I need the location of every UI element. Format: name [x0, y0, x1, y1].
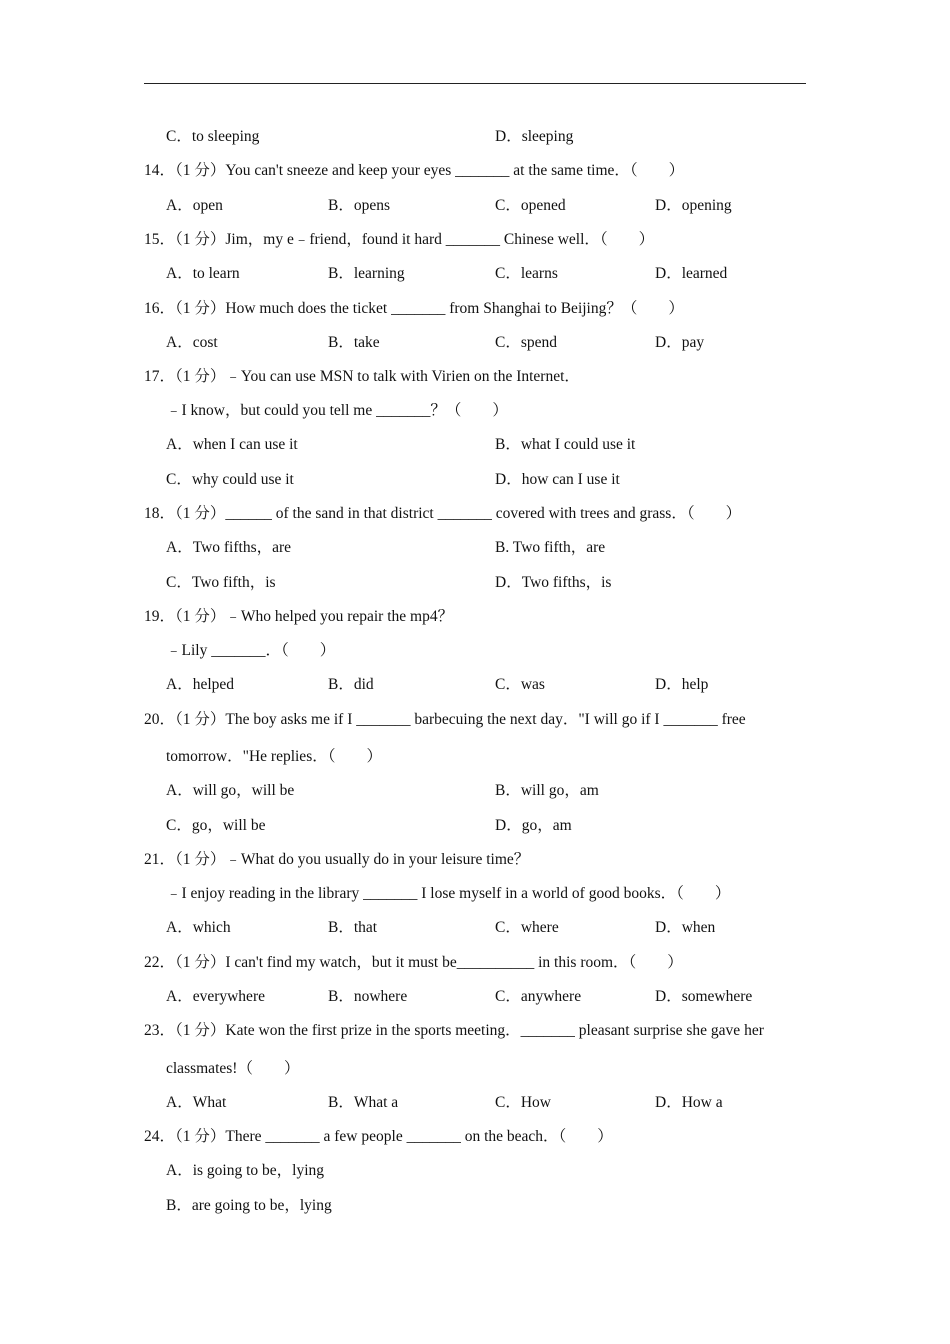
answer-option: B．that: [328, 919, 378, 936]
answer-option: C．why could use it: [166, 471, 294, 488]
question-line: 16．（1 分）How much does the ticket _______ from Shanghai to Beijing？（ ）: [144, 300, 684, 317]
answer-option: B．did: [328, 676, 374, 693]
answer-option: A．cost: [166, 334, 218, 351]
answer-option: D．learned: [655, 265, 728, 282]
answer-option: C．to sleeping: [166, 128, 260, 145]
question-line: ﹣Lily _______．（ ）: [166, 642, 336, 659]
question-line: 22．（1 分）I can't find my watch，but it must be__________ in this room．（ ）: [144, 954, 683, 971]
question-line: ﹣I know，but could you tell me _______？（ ）: [166, 402, 508, 419]
answer-option: C．How: [495, 1094, 551, 1111]
question-line: ﹣I enjoy reading in the library _______ I lose myself in a world of good books．（ ）: [166, 885, 731, 902]
answer-option: D．somewhere: [655, 988, 753, 1005]
answer-option: B．What a: [328, 1094, 399, 1111]
answer-option: A．to learn: [166, 265, 240, 282]
answer-option: A．when I can use it: [166, 436, 298, 453]
answer-option: C．go，will be: [166, 817, 266, 834]
answer-option: C．anywhere: [495, 988, 582, 1005]
answer-option: A．will go，will be: [166, 782, 295, 799]
answer-option: B．nowhere: [328, 988, 408, 1005]
answer-option: D．How a: [655, 1094, 723, 1111]
answer-option: C．was: [495, 676, 545, 693]
answer-option: A．Two fifths，are: [166, 539, 292, 556]
question-line: 18．（1 分）______ of the sand in that district _______ covered with trees and grass．（ ）: [144, 505, 742, 522]
question-line: 20．（1 分）The boy asks me if I _______ barbecuing the next day．"I will go if I _______ free: [144, 711, 746, 728]
answer-option: D．how can I use it: [495, 471, 620, 488]
question-line: 17．（1 分）﹣You can use MSN to talk with Virien on the Internet．: [144, 368, 580, 385]
answer-option: B．take: [328, 334, 380, 351]
answer-option: C．spend: [495, 334, 558, 351]
question-line: tomorrow．"He replies．（ ）: [166, 748, 382, 765]
question-line: 19．（1 分）﹣Who helped you repair the mp4？: [144, 608, 454, 625]
answer-option: B．learning: [328, 265, 405, 282]
answer-option: D．Two fifths，is: [495, 574, 612, 591]
question-line: 21．（1 分）﹣What do you usually do in your leisure time？: [144, 851, 530, 868]
answer-option: D．pay: [655, 334, 705, 351]
answer-option: A．is going to be，lying: [166, 1162, 325, 1179]
answer-option: A．everywhere: [166, 988, 265, 1005]
answer-option: A．helped: [166, 676, 235, 693]
answer-option: D．sleeping: [495, 128, 574, 145]
answer-option: B．will go，am: [495, 782, 599, 799]
answer-option: C．learns: [495, 265, 558, 282]
answer-option: A．which: [166, 919, 231, 936]
answer-option: D．when: [655, 919, 716, 936]
answer-option: A．open: [166, 197, 223, 214]
question-line: 15．（1 分）Jim，my e﹣friend，found it hard _______ Chinese well．（ ）: [144, 231, 655, 248]
answer-option: C．Two fifth，is: [166, 574, 276, 591]
answer-option: D．help: [655, 676, 709, 693]
answer-option: D．go，am: [495, 817, 572, 834]
answer-option: C．where: [495, 919, 559, 936]
answer-option: B．what I could use it: [495, 436, 636, 453]
question-line: 14．（1 分）You can't sneeze and keep your eyes _______ at the same time．（ ）: [144, 162, 685, 179]
answer-option: B．opens: [328, 197, 391, 214]
answer-option: A．What: [166, 1094, 227, 1111]
question-line: 23．（1 分）Kate won the first prize in the sports meeting．_______ pleasant surprise she gave her: [144, 1022, 764, 1039]
answer-option: D．opening: [655, 197, 732, 214]
answer-option: C．opened: [495, 197, 566, 214]
question-line: classmates!（ ）: [166, 1060, 300, 1077]
answer-option: B．are going to be，lying: [166, 1197, 332, 1214]
answer-option: B. Two fifth，are: [495, 539, 606, 556]
header-rule: [144, 83, 806, 84]
question-line: 24．（1 分）There _______ a few people _______ on the beach．（ ）: [144, 1128, 613, 1145]
